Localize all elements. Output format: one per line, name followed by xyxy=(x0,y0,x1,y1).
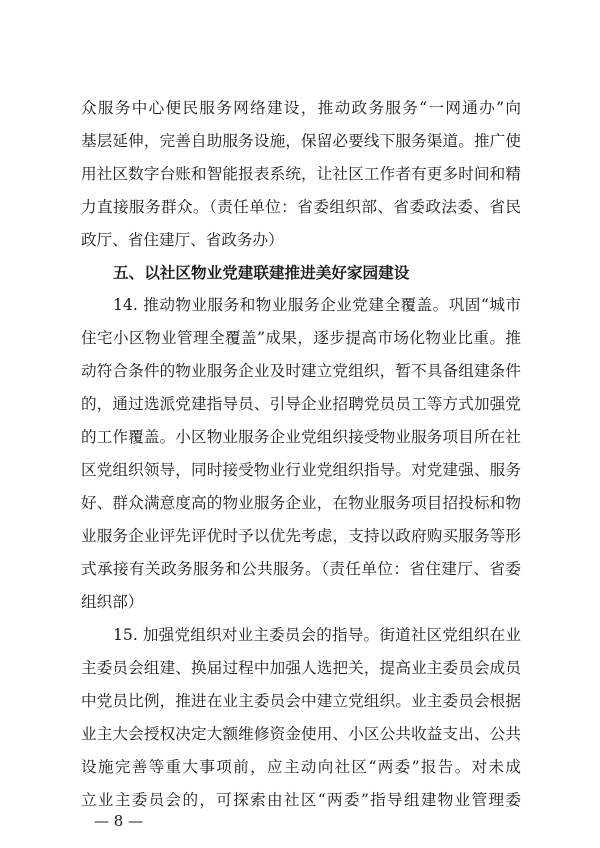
paragraph-line: 中党员比例，推进在业主委员会中建立党组织。业主委员会根据 xyxy=(81,692,521,710)
paragraph-line: 区党组织领导，同时接受物业行业党组织指导。对党建强、服务 xyxy=(81,461,521,479)
paragraph-line: 住宅小区物业管理全覆盖”成果，逐步提高市场化物业比重。推 xyxy=(81,329,521,347)
paragraph-line: 的，通过选派党建指导员、引导企业招聘党员员工等方式加强党 xyxy=(81,395,521,413)
paragraph-line: 基层延伸，完善自助服务设施，保留必要线下服务渠道。推广使 xyxy=(81,132,521,150)
paragraph-line: 的工作覆盖。小区物业服务企业党组织接受物业服务项目所在社 xyxy=(81,428,521,446)
paragraph-line: 动符合条件的物业服务企业及时建立党组织，暂不具备组建条件 xyxy=(81,362,521,380)
paragraph-line: 力直接服务群众。（责任单位：省委组织部、省委政法委、省民 xyxy=(81,198,521,216)
paragraph-line: 式承接有关政务服务和公共服务。（责任单位：省住建厅、省委 xyxy=(81,560,521,578)
paragraph-line: 主委员会组建、换届过程中加强人选把关，提高业主委员会成员 xyxy=(81,659,521,677)
paragraph-line: 众服务中心便民服务网络建设，推动政务服务“一网通办”向 xyxy=(81,99,521,117)
paragraph-line: 政厅、省住建厅、省政务办） xyxy=(81,231,284,249)
paragraph-line: 组织部） xyxy=(81,593,144,611)
paragraph-line: 业主大会授权决定大额维修资金使用、小区公共收益支出、公共 xyxy=(81,725,521,743)
section-heading: 五、以社区物业党建联建推进美好家园建设 xyxy=(113,264,410,282)
paragraph-line: 14. 推动物业服务和物业服务企业党建全覆盖。巩固“城市 xyxy=(113,296,521,314)
page-number: — 8 — xyxy=(94,812,144,830)
paragraph-line: 用社区数字台账和智能报表系统，让社区工作者有更多时间和精 xyxy=(81,165,521,183)
paragraph-line: 业服务企业评先评优时予以优先考虑，支持以政府购买服务等形 xyxy=(81,527,521,545)
paragraph-line: 好、群众满意度高的物业服务企业，在物业服务项目招投标和物 xyxy=(81,494,521,512)
paragraph-line: 立业主委员会的，可探索由社区“两委”指导组建物业管理委 xyxy=(81,791,521,809)
paragraph-line: 设施完善等重大事项前，应主动向社区“两委”报告。对未成 xyxy=(81,758,521,776)
paragraph-line: 15. 加强党组织对业主委员会的指导。街道社区党组织在业 xyxy=(113,626,521,644)
